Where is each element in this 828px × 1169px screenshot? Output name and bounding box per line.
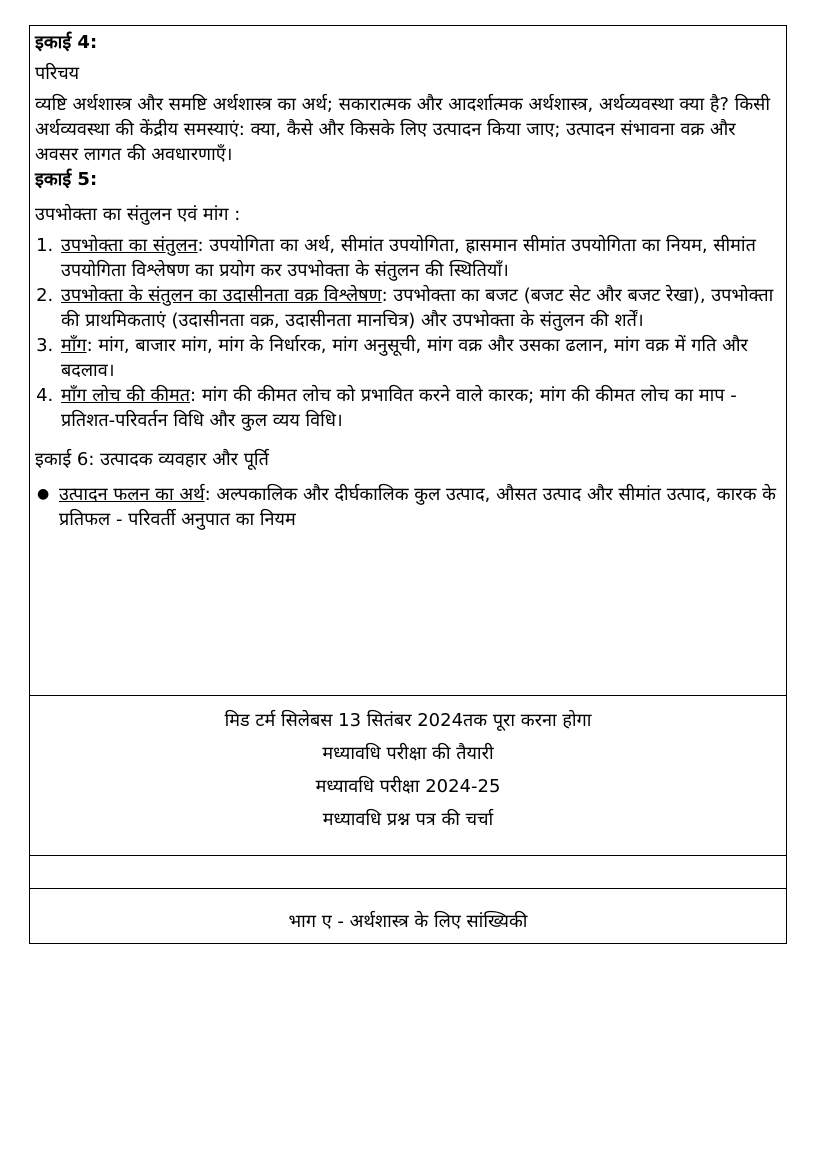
list-item-text: : उपभोक्ता का बजट (बजट सेट और बजट रेखा), उपभोक्ता की प्राथमिकताएं (उदासीनता वक्र, उदासीनता मानचित्र) और उपभोक्ता के संतुलन की शर्तें। [61, 285, 774, 331]
list-item-title: माँग [61, 335, 87, 356]
unit6-heading: इकाई 6: उत्पादक व्यवहार और पूर्ति [35, 449, 269, 470]
list-item-text: : मांग की कीमत लोच को प्रभावित करने वाले कारक; मांग की कीमत लोच का माप - प्रतिशत-परिवर्तन विधि और कुल व्यय विधि। [61, 385, 737, 431]
midterm-line: मध्यावधि प्रश्न पत्र की चर्चा [322, 809, 494, 830]
list-item [59, 383, 780, 433]
midterm-line: मध्यावधि परीक्षा की तैयारी [322, 743, 494, 764]
list-item-title: उपभोक्ता के संतुलन का उदासीनता वक्र विश्लेषण [61, 285, 382, 306]
midterm-cell [30, 696, 786, 856]
list-item-text: : उपयोगिता का अर्थ, सीमांत उपयोगिता, ह्रासमान सीमांत उपयोगिता का नियम, सीमांत उपयोगिता विश्लेषण का प्रयोग कर उपभोक्ता के संतुलन की स्थितियाँ। [61, 235, 756, 281]
unit6-list [35, 482, 780, 532]
syllabus-table [29, 25, 787, 944]
unit5-list [35, 233, 780, 433]
midterm-line: मध्यावधि परीक्षा 2024-25 [315, 776, 501, 797]
list-item-text: : मांग, बाजार मांग, मांग के निर्धारक, मांग अनुसूची, मांग वक्र और उसका ढलान, मांग वक्र में गति और बदलाव। [61, 335, 748, 381]
list-item-text: : अल्पकालिक और दीर्घकालिक कुल उत्पाद, औसत उत्पाद और सीमांत उत्पाद, कारक के प्रतिफल - परिवर्ती अनुपात का नियम [59, 484, 777, 530]
unit4-heading: इकाई 4: [35, 32, 98, 53]
empty-cell [30, 856, 786, 889]
list-item-title: उत्पादन फलन का अर्थ [59, 484, 205, 505]
list-item [59, 233, 780, 283]
unit4-body: व्यष्टि अर्थशास्त्र और समष्टि अर्थशास्त्र का अर्थ; सकारात्मक और आदर्शात्मक अर्थशास्त्र, अर्थव्यवस्था क्या है? किसी अर्थव्यवस्था की केंद्रीय समस्याएं: क्या, कैसे और किसके लिए उत्पादन किया जाए; उत्पादन संभावना वक्र और अवसर लागत की अवधारणाएँ। [35, 94, 770, 165]
midterm-line: मिड टर्म सिलेबस 13 सितंबर 2024तक पूरा करना होगा [224, 710, 592, 731]
list-item [59, 283, 780, 333]
list-item [59, 482, 780, 532]
unit4-subheading: परिचय [35, 63, 80, 84]
list-item-title: माँग लोच की कीमत [61, 385, 191, 406]
part-a-title: भाग ए - अर्थशास्त्र के लिए सांख्यिकी [288, 911, 528, 932]
unit5-subheading: उपभोक्ता का संतुलन एवं मांग : [35, 204, 241, 225]
part-a-cell [30, 889, 786, 943]
list-item-title: उपभोक्ता का संतुलन [61, 235, 198, 256]
list-item [59, 333, 780, 383]
units-cell [30, 26, 786, 696]
unit5-heading: इकाई 5: [35, 169, 98, 190]
